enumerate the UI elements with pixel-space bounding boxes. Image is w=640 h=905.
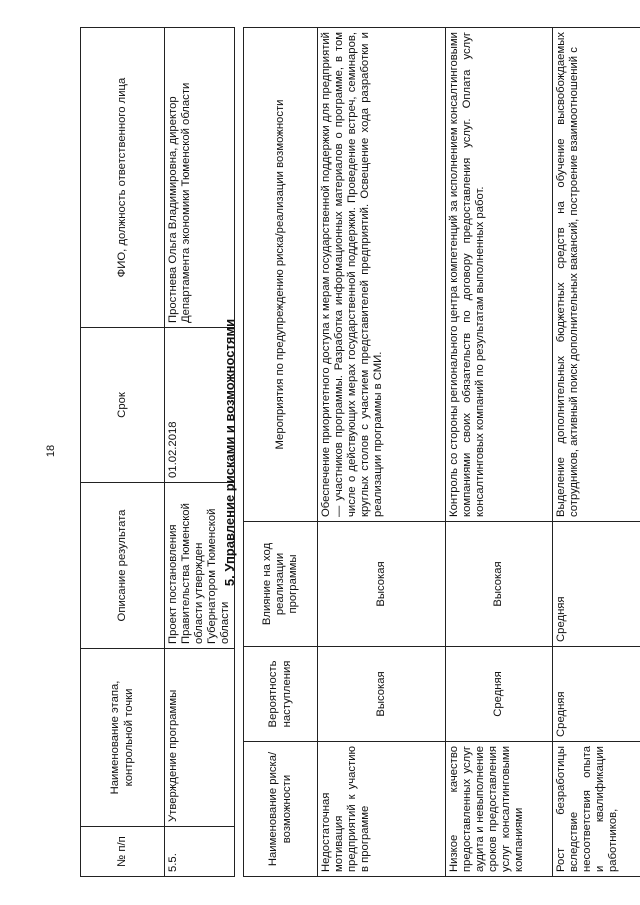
section-title: 5. Управление рисками и возможностями <box>222 318 237 587</box>
table-row <box>446 28 553 877</box>
cell-measures: Контроль со стороны регионального центра компетенций за исполнением консалтинговыми компаниями своих обязательств по договору предоставления услуг. Оплата услуг консалтинговых компаний по результатам выполненных работ. <box>446 28 553 522</box>
cell-risk-name: Низкое качество предоставленных услуг аудита и невыполнение сроков предоставления услуг консалтинговыми компаниями <box>446 742 553 877</box>
cell-responsible: Простнева Ольга Владимировна, директор Департамента экономики Тюменской области <box>165 28 235 328</box>
cell-result: Проект постановления Правительства Тюменской области утвержден Губернатором Тюменской области <box>165 483 235 649</box>
header-result: Описание результата <box>81 483 165 649</box>
cell-impact: Высокая <box>318 522 446 647</box>
cell-probability: Средняя <box>553 647 640 742</box>
header-probability: Вероятность наступления <box>244 647 318 742</box>
header-risk-name: Наименование риска/возможности <box>244 742 318 877</box>
cell-measures: Выделение дополнительных бюджетных средств на обучение высвобождаемых сотрудников, активный поиск дополнительных вакансий, построение взаимоотношений с <box>553 28 640 522</box>
control-points-table <box>80 27 235 877</box>
cell-risk-name: Недостаточная мотивация предприятий к участию в программе <box>318 742 446 877</box>
header-impact: Влияние на ход реализации программы <box>244 522 318 647</box>
header-measures: Мероприятия по предупреждению риска/реализации возможности <box>244 28 318 522</box>
cell-num: 5.5. <box>165 827 235 877</box>
cell-impact: Средняя <box>553 522 640 647</box>
cell-stage: Утверждение программы <box>165 649 235 827</box>
header-num: № п/п <box>81 827 165 877</box>
header-deadline: Срок <box>81 328 165 483</box>
table-header-row <box>244 28 318 877</box>
page-number: 18 <box>45 444 57 458</box>
header-responsible: ФИО, должность ответственного лица <box>81 28 165 328</box>
table-row <box>553 28 640 877</box>
cell-deadline: 01.02.2018 <box>165 328 235 483</box>
table-row <box>318 28 446 877</box>
table-header-row <box>81 28 165 877</box>
cell-risk-name: Рост безработицы вследствие несоответствия опыта и квалификации работников, <box>553 742 640 877</box>
header-stage: Наименование этапа, контрольной точки <box>81 649 165 827</box>
cell-measures: Обеспечение приоритетного доступа к мерам государственной поддержки для предприятий — участников программы. Разработка информационных материалов о программе, в том числе о действующих мерах государственной поддержки. Проведение встреч, семинаров, круглых столов с участием представителей предприятий. Освещение хода разработки и реализации программы в СМИ. <box>318 28 446 522</box>
cell-probability: Средняя <box>446 647 553 742</box>
cell-probability: Высокая <box>318 647 446 742</box>
risks-table <box>243 27 640 877</box>
cell-impact: Высокая <box>446 522 553 647</box>
